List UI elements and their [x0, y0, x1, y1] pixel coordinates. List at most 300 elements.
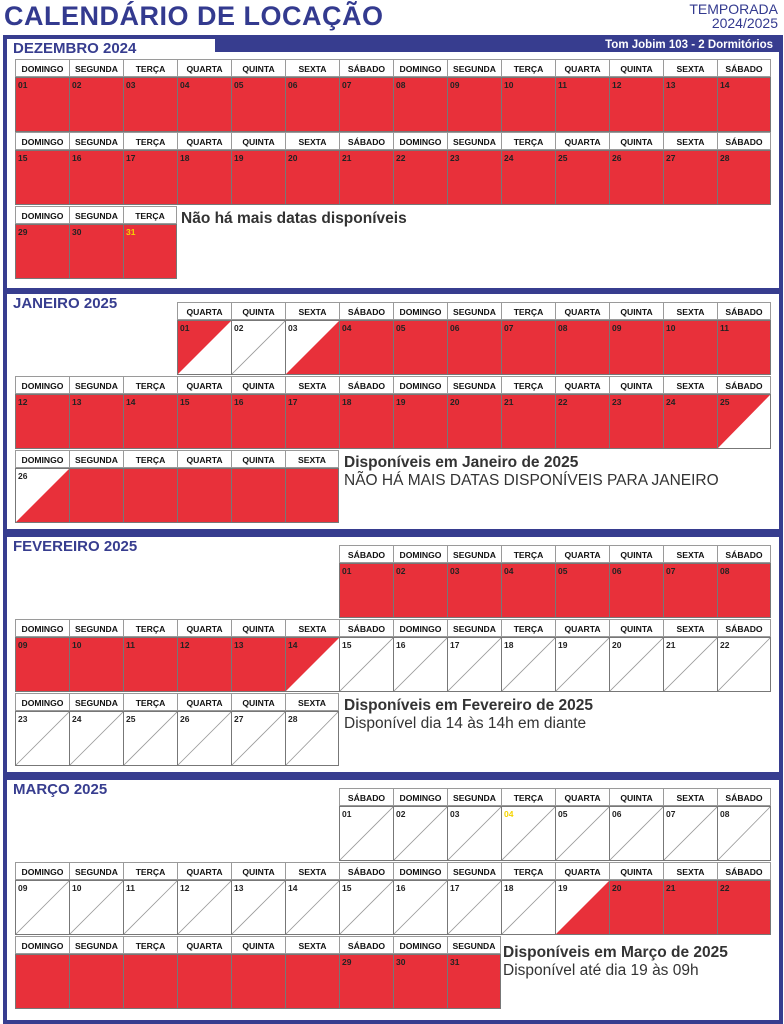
weekday-header: SEXTA — [285, 862, 339, 880]
day-cell-booked[interactable] — [393, 954, 447, 1009]
weekday-header: TERÇA — [501, 59, 555, 77]
page-title: CALENDÁRIO DE LOCAÇÃO — [4, 1, 384, 31]
day-number: 22 — [396, 153, 406, 163]
day-cell-partial[interactable] — [717, 394, 771, 449]
weekday-header-row — [339, 545, 771, 563]
day-cell-free[interactable] — [177, 711, 231, 766]
day-cell-booked[interactable] — [663, 880, 717, 935]
day-number: 09 — [18, 640, 28, 650]
day-number: 17 — [126, 153, 136, 163]
weekday-header: DOMINGO — [15, 862, 69, 880]
day-number: 07 — [342, 80, 352, 90]
weekday-header: SÁBADO — [717, 545, 771, 563]
day-cell-free[interactable] — [717, 637, 771, 692]
day-number: 24 — [72, 714, 82, 724]
day-cell-booked[interactable] — [609, 394, 663, 449]
day-cell-booked[interactable] — [69, 637, 123, 692]
day-cell-booked[interactable] — [447, 320, 501, 375]
day-cell-booked[interactable] — [123, 150, 177, 205]
day-cell-booked[interactable] — [177, 150, 231, 205]
weekday-header-row — [339, 788, 771, 806]
day-cell-booked[interactable] — [123, 954, 177, 1009]
availability-title: Disponíveis em Março de 2025 — [503, 944, 728, 961]
day-number: 06 — [612, 809, 622, 819]
day-number: 06 — [288, 80, 298, 90]
weekday-header: SEXTA — [663, 59, 717, 77]
day-cell-free[interactable] — [339, 880, 393, 935]
day-cell-free[interactable] — [393, 806, 447, 861]
day-cell-booked[interactable] — [717, 563, 771, 618]
day-cell-booked[interactable] — [393, 563, 447, 618]
day-number: 18 — [180, 153, 190, 163]
day-cell-booked[interactable] — [177, 954, 231, 1009]
day-cell-booked[interactable] — [231, 77, 285, 132]
weekday-header: QUINTA — [609, 376, 663, 394]
day-cell-booked[interactable] — [15, 394, 69, 449]
weekday-header: DOMINGO — [15, 936, 69, 954]
weekday-header: SEGUNDA — [447, 132, 501, 150]
weekday-header: TERÇA — [123, 59, 177, 77]
day-cell-free[interactable] — [339, 806, 393, 861]
day-number: 29 — [18, 227, 28, 237]
day-cell-free[interactable] — [285, 711, 339, 766]
day-cell-booked[interactable] — [123, 637, 177, 692]
day-number: 07 — [666, 566, 676, 576]
day-cell-booked[interactable] — [663, 150, 717, 205]
day-cell-booked[interactable] — [231, 150, 285, 205]
weekday-header-row — [15, 862, 771, 880]
day-cell-booked[interactable] — [15, 77, 69, 132]
day-cell-booked[interactable] — [447, 150, 501, 205]
week-block — [15, 206, 177, 279]
day-cell-free[interactable] — [501, 637, 555, 692]
day-number: 31 — [126, 227, 136, 237]
day-number: 02 — [72, 80, 82, 90]
day-cell-free[interactable] — [177, 880, 231, 935]
day-cell-free[interactable] — [69, 880, 123, 935]
day-fill — [232, 955, 285, 1008]
day-number: 16 — [234, 397, 244, 407]
day-cell-free[interactable] — [555, 637, 609, 692]
day-number: 05 — [396, 323, 406, 333]
day-number: 12 — [18, 397, 28, 407]
weekday-header: QUINTA — [609, 59, 663, 77]
weekday-header: SÁBADO — [717, 619, 771, 637]
day-number: 08 — [720, 809, 730, 819]
month-title: JANEIRO 2025 — [13, 295, 118, 312]
availability-title: Disponíveis em Fevereiro de 2025 — [344, 697, 593, 714]
month-panel — [3, 776, 783, 1024]
day-number: 25 — [720, 397, 730, 407]
availability-note — [344, 697, 593, 733]
day-number: 03 — [450, 809, 460, 819]
day-cell-booked[interactable] — [393, 394, 447, 449]
day-cell-free[interactable] — [393, 880, 447, 935]
weekday-header: DOMINGO — [393, 545, 447, 563]
availability-note — [344, 454, 719, 490]
day-number: 30 — [396, 957, 406, 967]
day-number: 17 — [450, 640, 460, 650]
day-cell-booked[interactable] — [717, 320, 771, 375]
weekday-header: QUINTA — [609, 302, 663, 320]
day-cell-free[interactable] — [447, 880, 501, 935]
weekday-header: SEGUNDA — [69, 619, 123, 637]
day-cell-free[interactable] — [123, 880, 177, 935]
day-number: 23 — [612, 397, 622, 407]
day-cell-free[interactable] — [663, 637, 717, 692]
day-row — [15, 711, 339, 766]
weekday-header: QUARTA — [555, 619, 609, 637]
weekday-header: SEGUNDA — [69, 376, 123, 394]
season-info — [689, 2, 778, 30]
week-block — [15, 450, 339, 523]
availability-note — [503, 944, 728, 980]
day-cell-booked[interactable] — [123, 468, 177, 523]
day-cell-booked[interactable] — [339, 77, 393, 132]
day-number: 17 — [450, 883, 460, 893]
day-cell-booked[interactable] — [231, 954, 285, 1009]
weekday-header: QUINTA — [231, 376, 285, 394]
day-cell-free[interactable] — [609, 806, 663, 861]
weekday-header: QUARTA — [177, 450, 231, 468]
day-number: 12 — [612, 80, 622, 90]
day-cell-free[interactable] — [15, 711, 69, 766]
weekday-header: SEGUNDA — [69, 693, 123, 711]
day-number: 19 — [396, 397, 406, 407]
weekday-header: SÁBADO — [339, 132, 393, 150]
day-cell-booked[interactable] — [69, 954, 123, 1009]
day-cell-free[interactable] — [231, 711, 285, 766]
weekday-header: SEGUNDA — [447, 862, 501, 880]
weekday-header: DOMINGO — [393, 302, 447, 320]
day-cell-booked[interactable] — [69, 394, 123, 449]
day-cell-booked[interactable] — [231, 468, 285, 523]
weekday-header: SEGUNDA — [69, 450, 123, 468]
day-cell-partial[interactable] — [555, 880, 609, 935]
day-number: 07 — [666, 809, 676, 819]
day-cell-booked[interactable] — [69, 150, 123, 205]
day-cell-booked[interactable] — [69, 77, 123, 132]
day-cell-free[interactable] — [69, 711, 123, 766]
day-number: 21 — [504, 397, 514, 407]
weekday-header: SEXTA — [663, 788, 717, 806]
weekday-header: TERÇA — [123, 132, 177, 150]
day-number: 02 — [234, 323, 244, 333]
day-number: 01 — [342, 566, 352, 576]
day-cell-booked[interactable] — [501, 394, 555, 449]
day-cell-booked[interactable] — [231, 637, 285, 692]
day-cell-partial[interactable] — [285, 637, 339, 692]
day-number: 13 — [234, 640, 244, 650]
day-number: 21 — [666, 883, 676, 893]
day-cell-booked[interactable] — [339, 394, 393, 449]
weekday-header: SÁBADO — [717, 59, 771, 77]
weekday-header: SEXTA — [663, 862, 717, 880]
day-cell-free[interactable] — [285, 880, 339, 935]
day-row — [15, 77, 771, 132]
weekday-header: DOMINGO — [15, 59, 69, 77]
day-cell-free[interactable] — [393, 637, 447, 692]
day-cell-booked[interactable] — [339, 563, 393, 618]
day-cell-free[interactable] — [717, 806, 771, 861]
day-cell-booked[interactable] — [285, 77, 339, 132]
month-panel — [3, 290, 783, 533]
week-block — [339, 545, 771, 618]
weekday-header-row — [15, 376, 771, 394]
day-number: 27 — [666, 153, 676, 163]
weekday-header: SEGUNDA — [69, 132, 123, 150]
day-cell-booked[interactable] — [609, 150, 663, 205]
day-cell-booked[interactable] — [555, 394, 609, 449]
day-cell-booked[interactable] — [177, 77, 231, 132]
property-name: Tom Jobim 103 - 2 Dormitórios — [215, 39, 779, 52]
weekday-header-row — [15, 206, 177, 224]
day-cell-booked[interactable] — [501, 563, 555, 618]
day-cell-free[interactable] — [15, 880, 69, 935]
weekday-header: TERÇA — [123, 936, 177, 954]
weekday-header: SÁBADO — [339, 545, 393, 563]
day-number: 18 — [504, 883, 514, 893]
weekday-header: TERÇA — [123, 862, 177, 880]
weekday-header: DOMINGO — [393, 59, 447, 77]
weekday-header: QUINTA — [609, 862, 663, 880]
weekday-header: QUARTA — [177, 132, 231, 150]
day-cell-free[interactable] — [555, 806, 609, 861]
day-number: 24 — [666, 397, 676, 407]
day-number: 14 — [720, 80, 730, 90]
day-cell-booked[interactable] — [123, 224, 177, 279]
day-number: 20 — [612, 883, 622, 893]
weekday-header: QUINTA — [231, 936, 285, 954]
day-cell-booked[interactable] — [285, 468, 339, 523]
week-block — [177, 302, 771, 375]
weekday-header: QUARTA — [555, 132, 609, 150]
day-number: 10 — [72, 883, 82, 893]
weekday-header: SEGUNDA — [69, 206, 123, 224]
day-cell-booked[interactable] — [393, 77, 447, 132]
day-number: 10 — [666, 323, 676, 333]
season-years: 2024/2025 — [711, 15, 778, 31]
season-label: TEMPORADA — [689, 1, 778, 17]
day-cell-free[interactable] — [447, 637, 501, 692]
day-number: 09 — [612, 323, 622, 333]
day-cell-booked[interactable] — [717, 77, 771, 132]
day-number: 15 — [180, 397, 190, 407]
day-cell-booked[interactable] — [447, 954, 501, 1009]
weekday-header-row — [15, 132, 771, 150]
day-cell-booked[interactable] — [69, 224, 123, 279]
weekday-header: TERÇA — [501, 862, 555, 880]
weekday-header: QUINTA — [609, 788, 663, 806]
weekday-header: SEXTA — [663, 619, 717, 637]
day-cell-booked[interactable] — [501, 77, 555, 132]
day-cell-booked[interactable] — [447, 563, 501, 618]
day-cell-free[interactable] — [231, 320, 285, 375]
day-cell-booked[interactable] — [717, 880, 771, 935]
day-number: 03 — [288, 323, 298, 333]
day-cell-booked[interactable] — [15, 954, 69, 1009]
weekday-header: SEGUNDA — [447, 59, 501, 77]
weekday-header: DOMINGO — [15, 132, 69, 150]
day-cell-booked[interactable] — [501, 150, 555, 205]
day-number: 18 — [342, 397, 352, 407]
week-block — [15, 132, 771, 205]
day-cell-booked[interactable] — [123, 77, 177, 132]
day-cell-partial[interactable] — [177, 320, 231, 375]
day-cell-booked[interactable] — [123, 394, 177, 449]
day-cell-booked[interactable] — [15, 637, 69, 692]
weekday-header: SEGUNDA — [447, 936, 501, 954]
day-number: 19 — [558, 883, 568, 893]
month-panel — [3, 533, 783, 776]
weekday-header: QUARTA — [555, 302, 609, 320]
day-fill — [286, 955, 339, 1008]
day-cell-partial[interactable] — [285, 320, 339, 375]
day-cell-booked[interactable] — [15, 150, 69, 205]
day-cell-booked[interactable] — [609, 320, 663, 375]
day-cell-booked[interactable] — [663, 320, 717, 375]
day-cell-booked[interactable] — [555, 77, 609, 132]
day-cell-booked[interactable] — [285, 150, 339, 205]
day-cell-booked[interactable] — [231, 394, 285, 449]
day-number: 31 — [450, 957, 460, 967]
day-number: 25 — [558, 153, 568, 163]
day-number: 07 — [504, 323, 514, 333]
day-cell-booked[interactable] — [393, 150, 447, 205]
day-cell-booked[interactable] — [285, 394, 339, 449]
day-fill — [70, 469, 123, 522]
weekday-header: QUINTA — [231, 132, 285, 150]
day-cell-booked[interactable] — [339, 150, 393, 205]
day-cell-booked[interactable] — [663, 563, 717, 618]
day-cell-free[interactable] — [231, 880, 285, 935]
day-fill — [232, 469, 285, 522]
availability-detail: Disponível dia 14 às 14h em diante — [344, 715, 587, 732]
weekday-header: TERÇA — [501, 788, 555, 806]
day-number: 11 — [126, 883, 135, 893]
weekday-header: SÁBADO — [339, 619, 393, 637]
weekday-header: QUINTA — [231, 302, 285, 320]
weekday-header: SÁBADO — [339, 376, 393, 394]
day-row — [15, 150, 771, 205]
day-number: 27 — [234, 714, 244, 724]
month-title: DEZEMBRO 2024 — [13, 40, 137, 57]
day-cell-booked[interactable] — [339, 954, 393, 1009]
day-cell-booked[interactable] — [447, 394, 501, 449]
day-cell-booked[interactable] — [339, 320, 393, 375]
day-number: 02 — [396, 809, 406, 819]
day-cell-booked[interactable] — [501, 320, 555, 375]
weekday-header: DOMINGO — [15, 206, 69, 224]
day-number: 16 — [396, 640, 406, 650]
day-number: 01 — [180, 323, 190, 333]
weekday-header: QUINTA — [609, 132, 663, 150]
day-cell-partial[interactable] — [15, 468, 69, 523]
availability-detail: NÃO HÁ MAIS DATAS DISPONÍVEIS PARA JANEIRO — [344, 472, 719, 489]
day-cell-booked[interactable] — [177, 468, 231, 523]
weekday-header: DOMINGO — [393, 376, 447, 394]
day-cell-free[interactable] — [501, 880, 555, 935]
day-cell-free[interactable] — [447, 806, 501, 861]
weekday-header: QUINTA — [231, 450, 285, 468]
availability-detail: Disponível até dia 19 às 09h — [503, 962, 699, 979]
day-number: 25 — [126, 714, 136, 724]
day-cell-booked[interactable] — [393, 320, 447, 375]
day-cell-booked[interactable] — [663, 394, 717, 449]
day-cell-booked[interactable] — [177, 637, 231, 692]
month-title: MARÇO 2025 — [13, 781, 108, 798]
day-number: 14 — [288, 640, 298, 650]
week-block — [15, 693, 339, 766]
week-block — [339, 788, 771, 861]
day-cell-booked[interactable] — [609, 880, 663, 935]
day-row — [339, 563, 771, 618]
weekday-header: SEGUNDA — [447, 302, 501, 320]
weekday-header: DOMINGO — [15, 619, 69, 637]
day-cell-booked[interactable] — [609, 563, 663, 618]
day-cell-booked[interactable] — [15, 224, 69, 279]
weekday-header: SEXTA — [285, 936, 339, 954]
weekday-header: SÁBADO — [717, 862, 771, 880]
day-cell-booked[interactable] — [663, 77, 717, 132]
day-cell-free[interactable] — [501, 806, 555, 861]
day-number: 11 — [126, 640, 135, 650]
weekday-header: SEXTA — [663, 376, 717, 394]
day-number: 04 — [504, 566, 514, 576]
day-fill — [124, 955, 177, 1008]
day-cell-booked[interactable] — [555, 150, 609, 205]
week-block — [15, 376, 771, 449]
day-row — [15, 224, 177, 279]
weekday-header: SEXTA — [663, 545, 717, 563]
weekday-header: SEXTA — [285, 619, 339, 637]
day-cell-free[interactable] — [609, 637, 663, 692]
weekday-header: SEGUNDA — [447, 619, 501, 637]
day-row — [15, 468, 339, 523]
day-cell-booked[interactable] — [717, 150, 771, 205]
day-cell-free[interactable] — [339, 637, 393, 692]
day-row — [15, 880, 771, 935]
day-cell-free[interactable] — [123, 711, 177, 766]
day-cell-booked[interactable] — [447, 77, 501, 132]
weekday-header: TERÇA — [123, 376, 177, 394]
day-number: 19 — [558, 640, 568, 650]
weekday-header: TERÇA — [123, 693, 177, 711]
weekday-header-row — [15, 936, 501, 954]
day-cell-booked[interactable] — [555, 320, 609, 375]
day-cell-free[interactable] — [663, 806, 717, 861]
day-number: 14 — [288, 883, 298, 893]
weekday-header: TERÇA — [123, 450, 177, 468]
day-number: 09 — [450, 80, 460, 90]
day-number: 06 — [450, 323, 460, 333]
weekday-header: SEXTA — [663, 302, 717, 320]
day-number: 20 — [288, 153, 298, 163]
weekday-header: QUARTA — [177, 59, 231, 77]
day-number: 15 — [342, 883, 352, 893]
day-cell-booked[interactable] — [609, 77, 663, 132]
day-cell-booked[interactable] — [69, 468, 123, 523]
weekday-header: SEXTA — [285, 302, 339, 320]
day-number: 12 — [180, 640, 190, 650]
day-cell-booked[interactable] — [285, 954, 339, 1009]
day-number: 23 — [450, 153, 460, 163]
day-cell-booked[interactable] — [555, 563, 609, 618]
weekday-header: QUARTA — [555, 376, 609, 394]
day-number: 13 — [234, 883, 244, 893]
day-cell-booked[interactable] — [177, 394, 231, 449]
weekday-header: SEXTA — [663, 132, 717, 150]
